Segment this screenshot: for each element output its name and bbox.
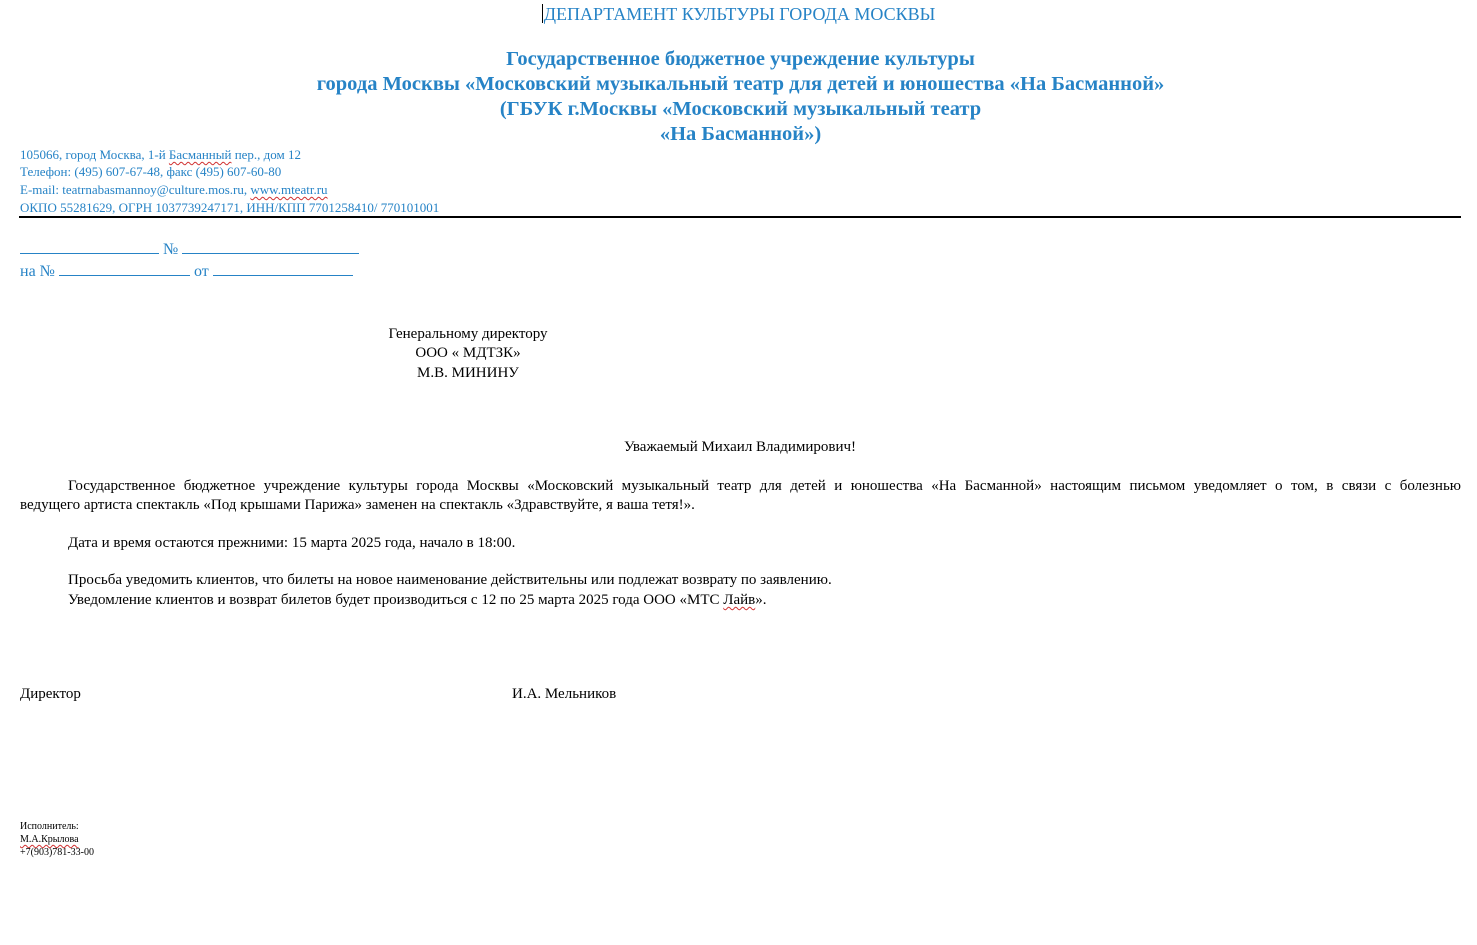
paragraph-4-prefix: Уведомление клиентов и возврат билетов будет производиться с 12 по 25 марта 2025 года ООО «МТС [68, 592, 724, 608]
paragraph-1-line-2: ведущего артиста спектакль «Под крышами Парижа» заменен на спектакль «Здравствуйте, я ваша тетя!». [20, 497, 695, 513]
address-street: Басманный [168, 147, 232, 162]
signature-name: И.А. Мельников [512, 686, 617, 702]
email-line [20, 181, 328, 199]
paragraph-4 [20, 591, 1461, 610]
codes-line: ОКПО 55281629, ОГРН 1037739247171, ИНН/КПП 7701258410/ 770101001 [20, 200, 440, 215]
reply-prefix: на № [20, 263, 55, 280]
number-blank[interactable] [182, 239, 359, 254]
address-line [20, 146, 301, 164]
org-name-line-1: Государственное бюджетное учреждение культуры [506, 48, 975, 70]
signature-title: Директор [20, 686, 81, 702]
paragraph-3: Просьба уведомить клиентов, что билеты на новое наименование действительны или подлежат возврату по заявлению. [68, 572, 832, 588]
reply-number-line [20, 261, 353, 283]
paragraph-1-line-1: Государственное бюджетное учреждение культуры города Москвы «Московский музыкальный театр для детей и юношества «На Басманной» настоящим письмом уведомляет о том, в связи с болезнью [68, 478, 1461, 494]
from-label: от [193, 263, 209, 280]
org-name-line-4: «На Басманной») [659, 123, 822, 145]
date-blank[interactable] [20, 239, 159, 254]
addressee-position: Генеральному директору [388, 326, 548, 342]
paragraph-4-word: Лайв [723, 592, 756, 608]
addressee-company: ООО « МДТЗК» [415, 345, 521, 361]
department-title [0, 4, 1477, 25]
executor-block [20, 820, 94, 859]
text-cursor [542, 4, 543, 23]
executor-label: Исполнитель: [20, 821, 79, 832]
reply-date-blank[interactable] [213, 261, 353, 276]
executor-phone: +7(903)781-33-00 [20, 847, 94, 858]
paragraph-2: Дата и время остаются прежними: 15 марта 2025 года, начало в 18:00. [68, 535, 516, 551]
email-address[interactable]: E-mail: teatrnabasmannoy@culture.mos.ru [20, 182, 244, 197]
greeting: Уважаемый Михаил Владимирович! [623, 439, 857, 455]
addressee-name: М.В. МИНИНУ [417, 365, 519, 381]
header-divider [19, 216, 1461, 218]
reply-number-blank[interactable] [59, 261, 190, 276]
outgoing-number-line [20, 239, 359, 261]
executor-name: М.А.Крылова [20, 834, 79, 845]
org-name-line-3: (ГБУК г.Москвы «Московский музыкальный театр [499, 98, 982, 120]
website-link[interactable]: www.mteatr.ru [250, 182, 328, 197]
paragraph-4-suffix: ». [755, 592, 767, 608]
address-suffix: пер., дом 12 [231, 147, 302, 162]
email-separator: , [243, 182, 251, 197]
number-sign: № [163, 241, 179, 258]
address-prefix: 105066, город Москва, 1-й [20, 147, 169, 162]
phone-line: Телефон: (495) 607-67-48, факс (495) 607-60-80 [20, 164, 282, 179]
department-text: ДЕПАРТАМЕНТ КУЛЬТУРЫ ГОРОДА МОСКВЫ [543, 4, 936, 24]
org-name-line-2: города Москвы «Московский музыкальный театр для детей и юношества «На Басманной» [316, 73, 1165, 95]
